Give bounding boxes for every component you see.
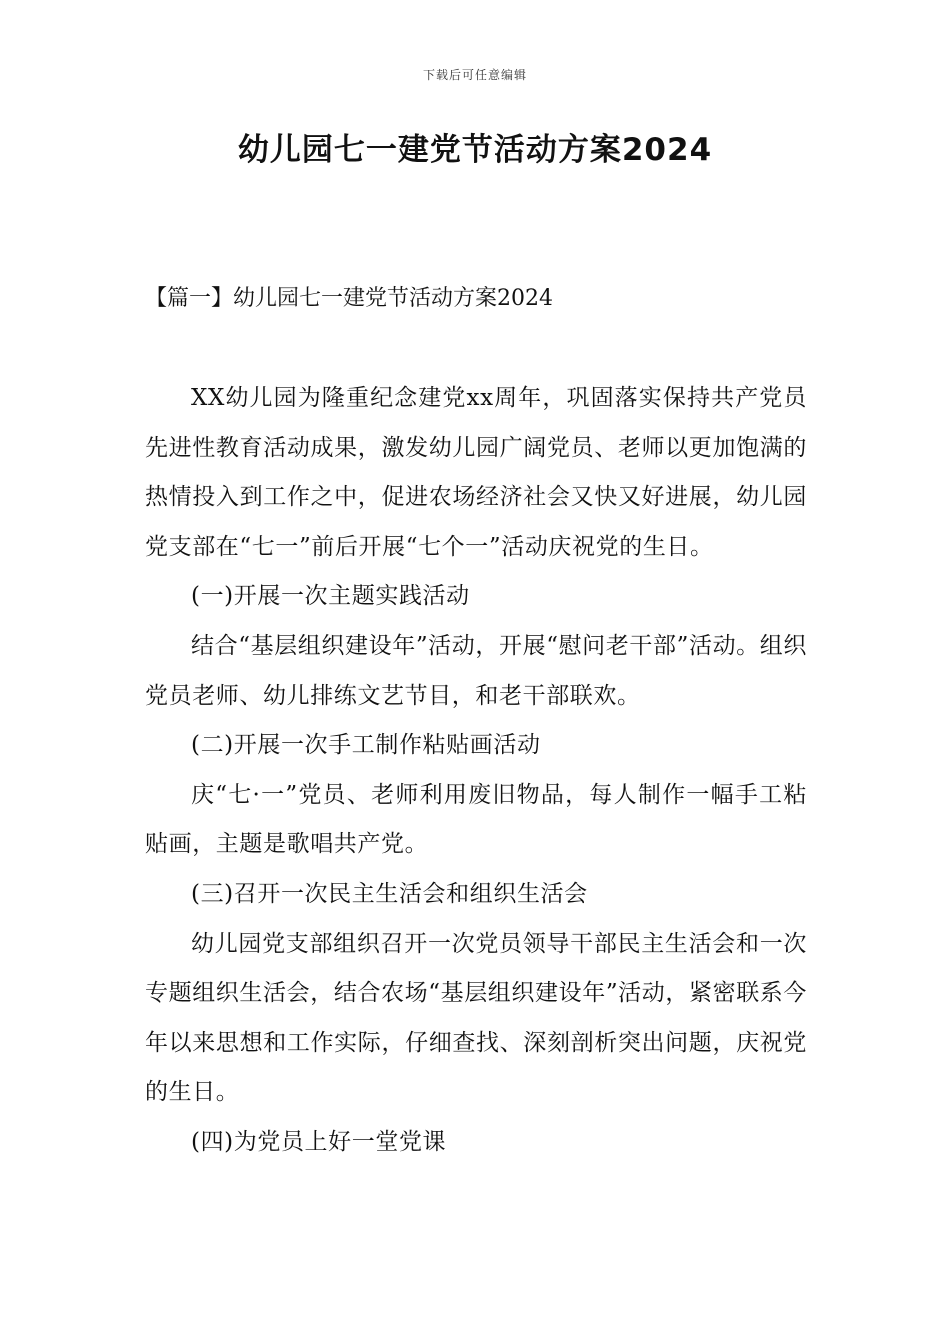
section-heading: 【篇一】幼儿园七一建党节活动方案2024 [145, 286, 553, 311]
paragraph-1: 结合“基层组织建设年”活动，开展“慰问老干部”活动。组织党员老师、幼儿排练文艺节目，和老干部联欢。 [145, 632, 807, 709]
document-body [145, 374, 807, 1168]
paragraph-2: 庆“七·一”党员、老师利用废旧物品，每人制作一幅手工粘贴画，主题是歌唱共产党。 [145, 781, 807, 858]
paragraph-intro: XX幼儿园为隆重纪念建党xx周年，巩固落实保持共产党员先进性教育活动成果，激发幼儿园广阔党员、老师以更加饱满的热情投入到工作之中，促进农场经济社会又快又好进展，幼儿园党支部在“七一”前后开展“七个一”活动庆祝党的生日。 [145, 385, 807, 560]
subheading-3: (三)召开一次民主生活会和组织生活会 [191, 880, 588, 907]
subheading-1: (一)开展一次主题实践活动 [191, 583, 470, 610]
header-note: 下载后可任意编辑 [422, 68, 527, 82]
paragraph-3: 幼儿园党支部组织召开一次党员领导干部民主生活会和一次专题组织生活会，结合农场“基层组织建设年”活动，紧密联系今年以来思想和工作实际，仔细查找、深刻剖析突出问题，庆祝党的生日。 [145, 930, 807, 1106]
subheading-4: (四)为党员上好一堂党课 [191, 1128, 447, 1155]
document-title: 幼儿园七一建党节活动方案2024 [237, 132, 713, 168]
subheading-2: (二)开展一次手工制作粘贴画活动 [191, 732, 541, 759]
